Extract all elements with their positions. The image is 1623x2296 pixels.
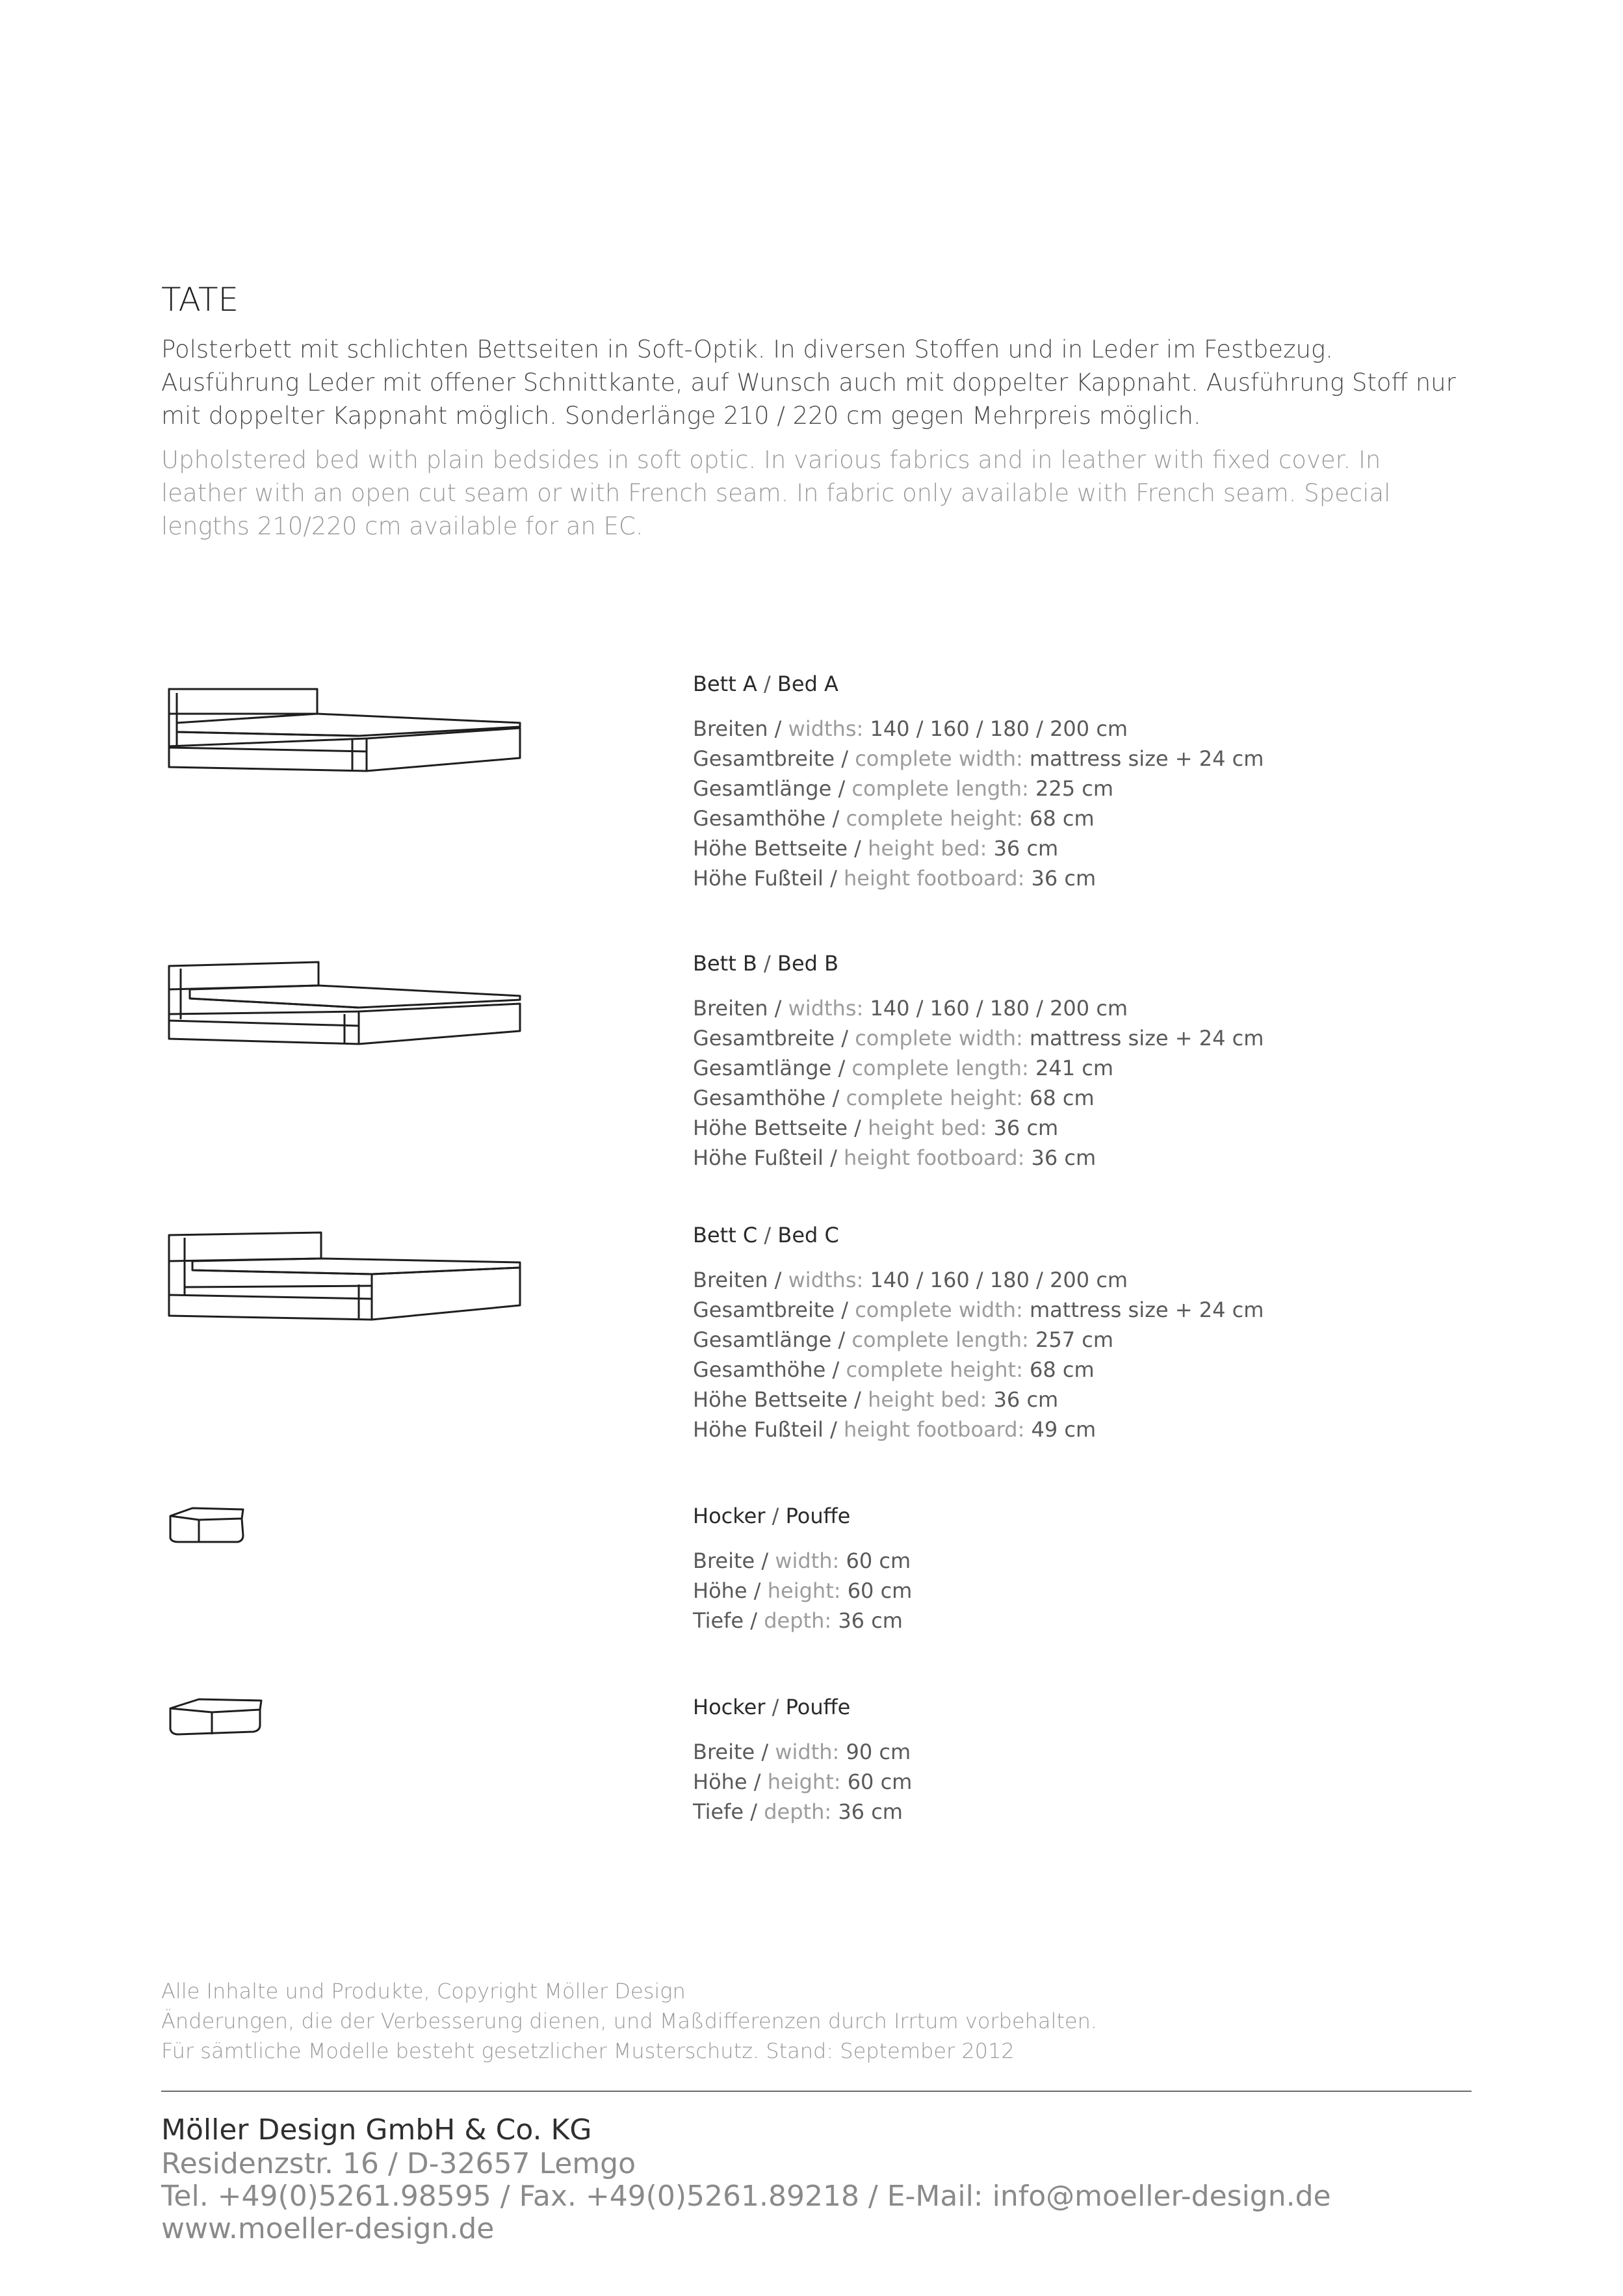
title-de: Bett C [693, 1223, 758, 1247]
company-contact: Tel. +49(0)5261.98595 / Fax. +49(0)5261.89218 / E-Mail: info@moeller-design.de [161, 2180, 1331, 2213]
description-english: Upholstered bed with plain bedsides in soft optic. In various fabrics and in leather with fixed cover. In leather with an open cut seam or with French seam. In fabric only available with French seam. Special lengths 210/220 cm available for an EC. [161, 446, 1391, 540]
bed-b-drawing [164, 949, 528, 1053]
footnote-changes: Änderungen, die der Verbesserung dienen, und Maßdifferenzen durch Irrtum vorbehalten. [161, 2009, 1098, 2033]
title-en: Pouffe [785, 1695, 851, 1719]
spec-line: Höhe Fußteil / height footboard: 36 cm [693, 866, 1097, 891]
spec-title: Bett A / Bed A [693, 672, 838, 696]
spec-line: Höhe Bettseite / height bed: 36 cm [693, 836, 1059, 861]
title-de: Hocker [693, 1695, 766, 1719]
spec-bed-b [693, 950, 1538, 1173]
pouffe-large-drawing [166, 1693, 270, 1745]
product-title: TATE [161, 281, 239, 319]
spec-line: Höhe Bettseite / height bed: 36 cm [693, 1387, 1059, 1412]
spec-title: Bett C / Bed C [693, 1223, 839, 1247]
title-en: Bed B [777, 951, 839, 976]
spec-pouffe-60 [693, 1503, 1538, 1636]
spec-line: Breite / width: 60 cm [693, 1548, 911, 1573]
spec-line: Breite / width: 90 cm [693, 1740, 911, 1764]
company-website[interactable]: www.moeller-design.de [161, 2212, 495, 2245]
title-en: Bed C [777, 1223, 839, 1247]
spec-line: Gesamtbreite / complete width: mattress size + 24 cm [693, 746, 1264, 771]
spec-bed-a [693, 671, 1538, 893]
title-de: Bett A [693, 672, 757, 696]
title-de: Hocker [693, 1504, 766, 1528]
spec-line: Gesamtlänge / complete length: 241 cm [693, 1056, 1113, 1080]
company-name: Möller Design GmbH & Co. KG [161, 2113, 592, 2146]
spec-line: Höhe Fußteil / height footboard: 49 cm [693, 1417, 1097, 1442]
spec-line: Gesamthöhe / complete height: 68 cm [693, 1357, 1095, 1382]
title-en: Bed A [777, 672, 838, 696]
footer-divider [161, 2091, 1472, 2092]
spec-line: Höhe / height: 60 cm [693, 1769, 913, 1794]
spec-line: Höhe / height: 60 cm [693, 1578, 913, 1603]
footnote-protection: Für sämtliche Modelle besteht gesetzlicher Musterschutz. Stand: September 2012 [161, 2039, 1015, 2063]
title-en: Pouffe [785, 1504, 851, 1528]
spec-line: Höhe Bettseite / height bed: 36 cm [693, 1115, 1059, 1140]
company-address: Residenzstr. 16 / D-32657 Lemgo [161, 2147, 636, 2180]
spec-line: Tiefe / depth: 36 cm [693, 1608, 903, 1633]
spec-title: Bett B / Bed B [693, 951, 839, 976]
spec-line: Gesamtlänge / complete length: 257 cm [693, 1327, 1113, 1352]
spec-pouffe-90 [693, 1694, 1538, 1827]
spec-line: Gesamtbreite / complete width: mattress size + 24 cm [693, 1298, 1264, 1322]
spec-line: Gesamthöhe / complete height: 68 cm [693, 1086, 1095, 1110]
spec-title: Hocker / Pouffe [693, 1695, 851, 1719]
title-de: Bett B [693, 951, 757, 976]
spec-line: Breiten / widths: 140 / 160 / 180 / 200 cm [693, 716, 1128, 741]
pouffe-small-drawing [166, 1502, 257, 1554]
spec-line: Höhe Fußteil / height footboard: 36 cm [693, 1145, 1097, 1170]
bed-a-drawing [164, 676, 528, 780]
spec-line: Gesamtlänge / complete length: 225 cm [693, 776, 1113, 801]
footnote-copyright: Alle Inhalte und Produkte, Copyright Möller Design [161, 1979, 686, 2003]
bed-c-drawing [164, 1222, 528, 1326]
spec-line: Gesamtbreite / complete width: mattress size + 24 cm [693, 1026, 1264, 1050]
spec-line: Tiefe / depth: 36 cm [693, 1799, 903, 1824]
spec-line: Gesamthöhe / complete height: 68 cm [693, 806, 1095, 831]
spec-bed-c [693, 1222, 1538, 1444]
spec-title: Hocker / Pouffe [693, 1504, 851, 1528]
spec-line: Breiten / widths: 140 / 160 / 180 / 200 cm [693, 996, 1128, 1021]
description-german: Polsterbett mit schlichten Bettseiten in Soft-Optik. In diversen Stoffen und in Leder im Festbezug. Ausführung Leder mit offener Schnittkante, auf Wunsch auch mit doppelter Kappnaht. Ausführung Stoff nur mit doppelter Kappnaht möglich. Sonderlänge 210 / 220 cm gegen Mehrpreis möglich. [161, 335, 1456, 430]
spec-line: Breiten / widths: 140 / 160 / 180 / 200 cm [693, 1268, 1128, 1292]
